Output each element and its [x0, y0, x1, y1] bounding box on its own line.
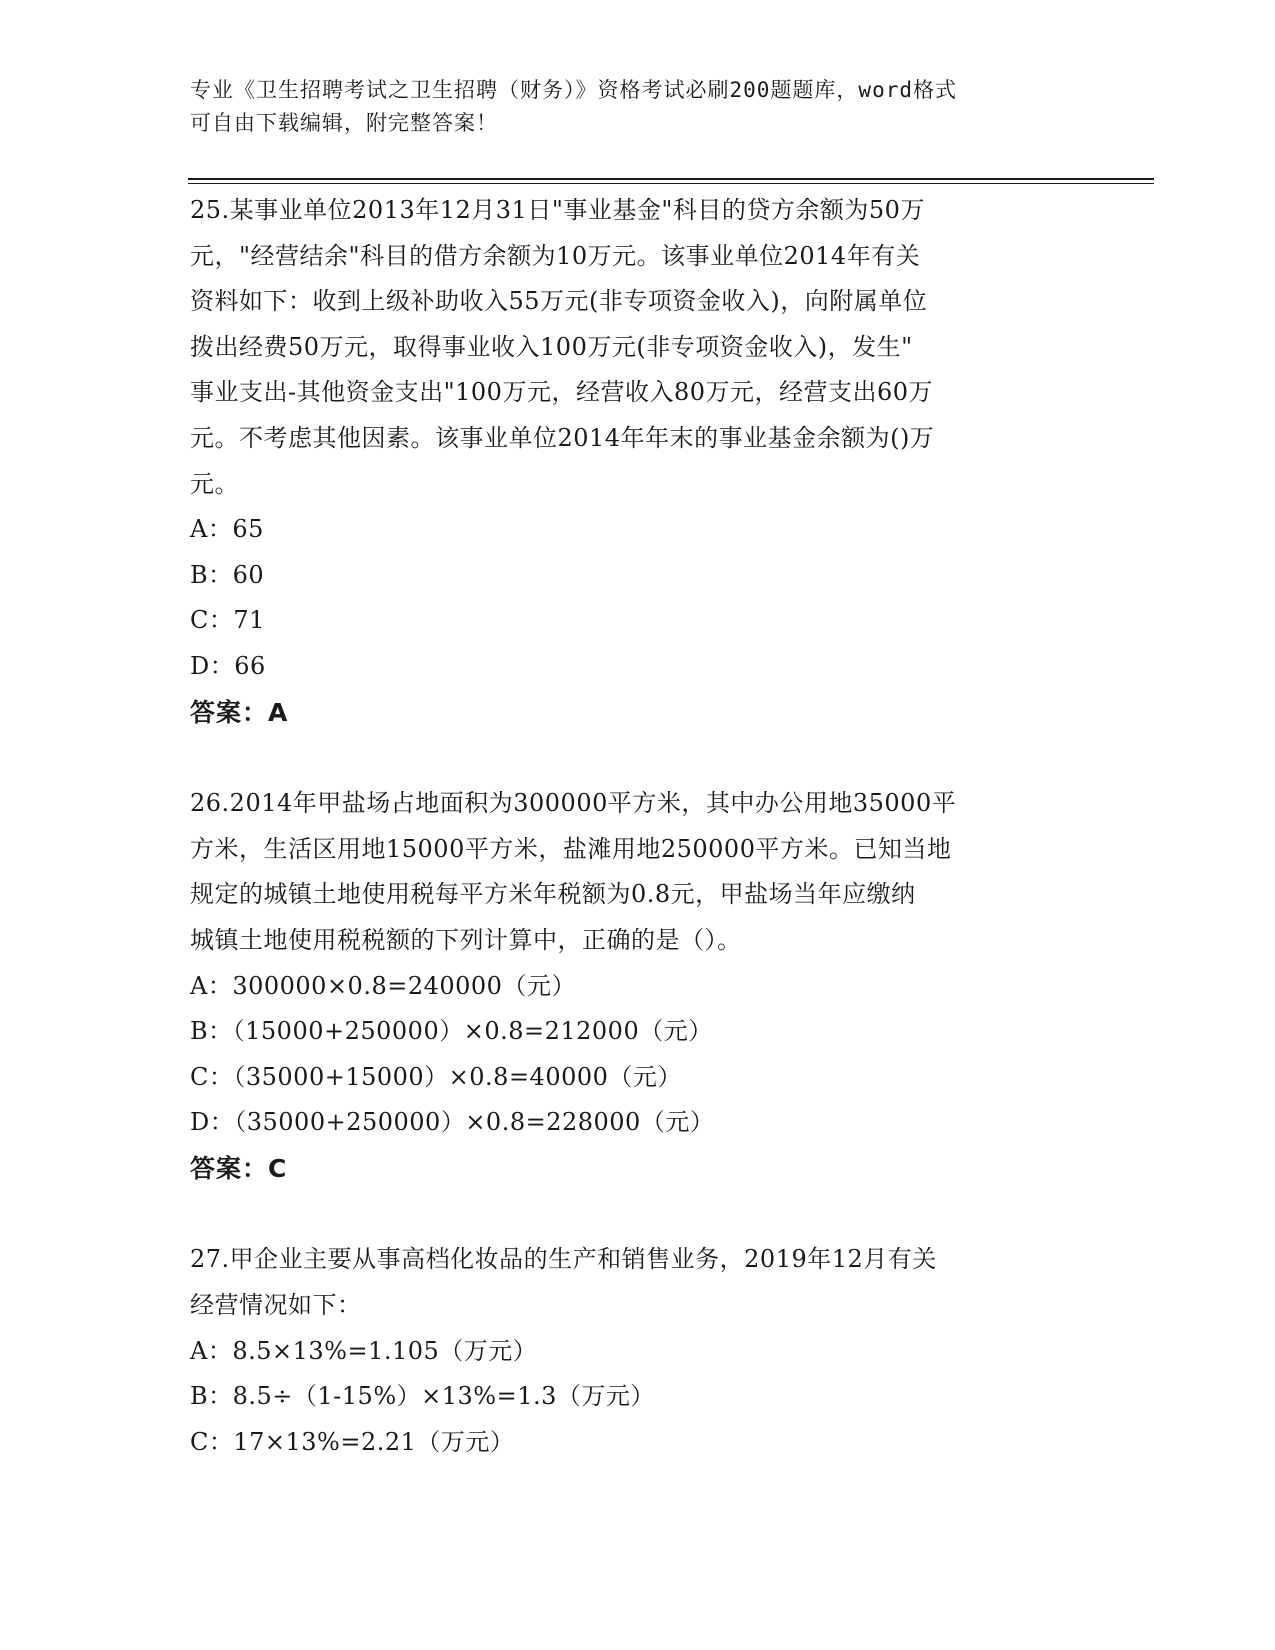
option-b: B：（15000+250000）×0.8=212000（元） — [190, 1017, 713, 1046]
questions-container — [190, 188, 1080, 1465]
question-stem-line: 事业支出-其他资金支出"100万元，经营收入80万元，经营支出60万 — [190, 378, 934, 407]
option-c: C：（35000+15000）×0.8=40000（元） — [190, 1062, 682, 1091]
question-stem-line: 26.2014年甲盐场占地面积为300000平方米，其中办公用地35000平 — [190, 789, 957, 818]
question-25 — [190, 188, 1080, 735]
document-header — [190, 74, 1070, 140]
question-stem-line: 经营情况如下： — [190, 1291, 362, 1320]
answer-label: 答案：C — [190, 1153, 288, 1183]
question-stem-line: 27.甲企业主要从事高档化妆品的生产和销售业务，2019年12月有关 — [190, 1245, 937, 1274]
header-line-2: 可自由下载编辑，附完整答案！ — [190, 111, 498, 135]
option-c: C：71 — [190, 606, 265, 635]
option-a: A：300000×0.8=240000（元） — [190, 971, 576, 1000]
question-stem-line: 方米，生活区用地15000平方米，盐滩用地250000平方米。已知当地 — [190, 834, 952, 863]
question-27 — [190, 1237, 1080, 1465]
option-c: C：17×13%=2.21（万元） — [190, 1427, 515, 1456]
option-d: D：66 — [190, 651, 266, 680]
option-d: D：（35000+250000）×0.8=228000（元） — [190, 1108, 715, 1137]
question-stem-line: 资料如下：收到上级补助收入55万元(非专项资金收入)，向附属单位 — [190, 287, 928, 316]
option-b: B：60 — [190, 560, 265, 589]
header-rule-thin — [188, 183, 1154, 184]
option-a: A：65 — [190, 515, 264, 544]
question-stem-line: 元，"经营结余"科目的借方余额为10万元。该事业单位2014年有关 — [190, 241, 921, 270]
question-stem-line: 拨出经费50万元，取得事业收入100万元(非专项资金收入)，发生" — [190, 332, 913, 361]
answer-label: 答案：A — [190, 697, 289, 727]
question-stem-line: 25.某事业单位2013年12月31日"事业基金"科目的贷方余额为50万 — [190, 196, 925, 224]
option-b: B：8.5÷（1-15%）×13%=1.3（万元） — [190, 1382, 655, 1411]
option-a: A：8.5×13%=1.105（万元） — [190, 1336, 538, 1365]
question-stem-line: 元。不考虑其他因素。该事业单位2014年年末的事业基金余额为()万 — [190, 423, 935, 452]
question-stem-line: 规定的城镇土地使用税每平方米年税额为0.8元，甲盐场当年应缴纳 — [190, 880, 916, 909]
question-stem-line: 城镇土地使用税税额的下列计算中，正确的是（）。 — [190, 925, 742, 954]
header-rule-thick — [188, 178, 1154, 180]
header-line-1: 专业《卫生招聘考试之卫生招聘（财务）》资格考试必刷200题题库，word格式 — [190, 78, 957, 102]
question-stem-line: 元。 — [190, 469, 239, 498]
question-26 — [190, 781, 1080, 1191]
